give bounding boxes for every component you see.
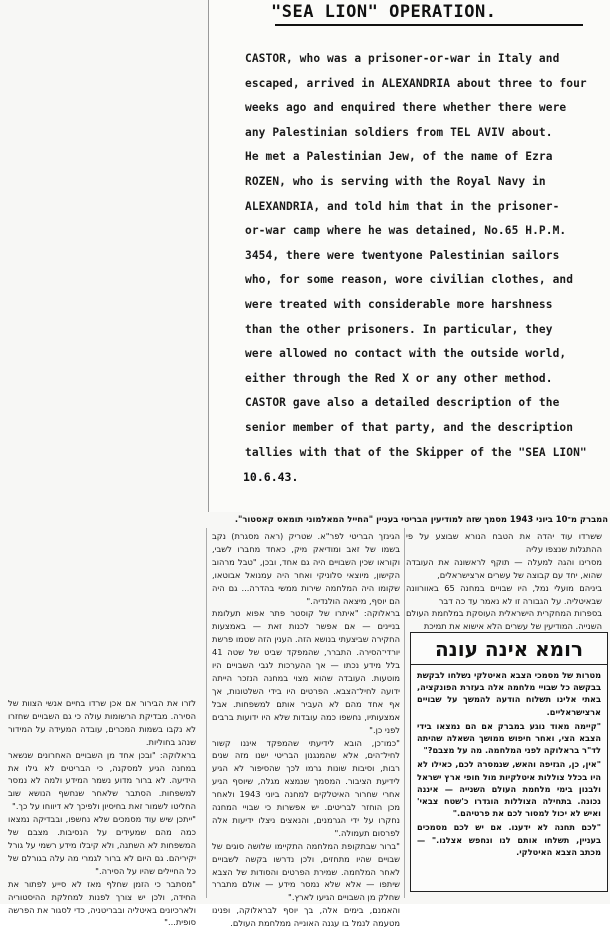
box-paragraph: "לכם תחנה לא ידענו. אם יש לכם מסמכים בעניין, תשלחו אותם לנו ונחפש אצלנו." — מכתב הצבא האיטלקי. — [417, 822, 601, 857]
article-paragraph: בראלוקה: "איתרו של קוסטר פתר אפוא תעלומת בניינים — אם אפשר לכנות זאת — באמצעות החקירה שביצעתי בנושא הזה. הענין הזה שטמו פרשת יורדי־הסירה. התברר, שהמפקד שביט של שטה 41 בלל מידע נכתו — אך ההערכות לגבי השבויים היו מוטעות. העובדה שהוא מצוי במחנה הנזכר הייתה ידועה לחיל־הצבא. הפרטים היו בידי השלטונות, אך אף אחד מהם לא העביר אותם למשפחות. אבל אמצעותיו, נחשפו כמה עובדות שלא היו ידועות ברבים לפני כן." — [212, 608, 400, 735]
article-paragraph: "מסתבר כי הזמן שחלף מאז לא סייע לפתור את החידה, ולכן יש צורך לפנות למחלקת ההיסטוריה ולארכיונים באיטליה ובבריטניה, כדי לסגור את הפרשה סופית..." — [8, 878, 196, 928]
article-column-right — [406, 530, 602, 633]
typed-line: escaped, arrived in ALEXANDRIA about three to four — [245, 76, 587, 90]
article-paragraph: ביניהם מועלי נמל, היו שבויים במחנה 65 באוורוונה שבאיטליה. על הגבורה זו לא נאמר עד כה דבר — [406, 582, 602, 606]
box-paragraph: "קיימה מאוד נוגע במברק אם הם נמצאו בידי הצבא הצי, ואחר חיפוש ממושך השאלה שהיתה לד"ר בראלוקה לפני המלחמה. מה על מצבם?" — [417, 720, 601, 756]
typed-line: senior member of that party, and the description — [245, 421, 574, 434]
article-paragraph: "כמו־כן, הובא לידיעתי שהמפקד איננו קשור לחיל־הים, אלא שהמנגנון הבריטי ישנו מזה שנים רבות, וסיבות שונות גרמו לכך שהסיפור לא הגיע לידיעת הציבור. המסמך שנמצא מגלה, שיוסף הגיע אחרי שחרור האיטלקים למחנה ביוני 1943 ולאחר מכן הוחזר לבריטים. יש אפשרות כי שבויי המחנה נחקרו על ידי הגרמנים, והנאצים ניצלו ידיעות אלה לפרסום תעמולה." — [212, 737, 400, 838]
typed-intelligence-report — [208, 0, 610, 512]
typed-line: who, for some reason, wore civilian clothes, and — [245, 273, 574, 287]
typed-line: were allowed no contact with the outside world, — [245, 347, 567, 361]
article-column-middle — [212, 530, 400, 930]
typed-line: either through the Red X or any other method. — [245, 371, 553, 385]
box-headline: רומא אינה עונה — [411, 637, 607, 665]
typed-line: or-war camp where he was detained, No.65 H.P.M. — [245, 224, 567, 238]
sidebar-box — [410, 632, 608, 892]
typed-line: 3454, there were twentyone Palestinian sailors — [245, 248, 560, 262]
title-underline — [275, 24, 583, 26]
column-divider — [206, 528, 207, 898]
article-paragraph: בספרות המחקרית הישראלית העוסקת במלחמת העולם השנייה. המודיעין של עשרים הלא אישוא את תמיכת — [406, 608, 602, 632]
box-paragraph: "אין, כן, הגזיפה והאש, שנמסרה לכם, כאילו לא היו בכלל צוללות איטלקיות מול חופי ארץ ישראל ולבנון בימי מלחמת העולם השנייה — איננה נכונה. בתחילה הצוללות הוגדרו כ'שטח צבאי' ואיש לא יכול למסור לכם את פרטיהם." — [417, 759, 601, 819]
typed-line: CASTOR, who was a prisoner-or-war in Italy and — [245, 52, 560, 65]
typed-line: weeks ago and enquired there whether there were — [245, 101, 567, 115]
box-paragraph: מטרות של מסמכי הצבא האיטלקי נשלחו לבקשת בבקשה כל שבויי מלחמה אלה בעזרת הפונקציה, באתי אלינו תשלוח הודעה להמשך על שבויים ארצישראליים. — [417, 670, 601, 717]
typed-line: ALEXANDRIA, and told him that in the prisoner- — [245, 199, 560, 213]
article-paragraph: והאמנם, בימים אלה, בך יוסף לבראלוקה, ופנינו מטעמה לנמל בו עגנה האונייה ממלחמת העולם. — [212, 905, 400, 929]
article-paragraph: הגינזך הבריטי לפר"א. שטריק (ראה מסגרת) נקב בשמו של זאב ומודיאק מיק, כאחד מחברו לשבי, וקוראו שכין השבויים היה גם אחד, ובכן, "טבל מרהוב הקישון, מיוצאי סלוניקי ואחר היה עמנואל אבוטאו, שקומו היה המלחמה שירות ממשי בהדרה... גם היה הם יוסף, מיצאה הולנדיה." — [212, 531, 400, 606]
article-column-left — [8, 697, 196, 929]
column-divider — [404, 528, 405, 898]
photo-caption: המברק מ־10 ביוני 1943 מסמך שזה למודיעין הבריטי בעניין "החייל המאלמוני תומאס קאסטור". — [234, 514, 608, 524]
article-paragraph: בראלוקה: "ובכן אחד מן השבויים האחרונים שנשאר במחנה הגיע למסקנה, כי הבריטים לא גילו את הידיעה. לא ברור מדוע נשמר המידע ולמה לא נמסר למשפחות. הסתבר שלאחר שנחשף הנושא שוב החליטו לשמור זאת בחיסיון ולפיכך לא דיווחו על כך." — [8, 749, 196, 812]
typed-line: than the other prisoners. In particular, they — [245, 322, 553, 336]
typed-line: any Palestinian soldiers from TEL AVIV about. — [245, 125, 553, 139]
document-date: 10.6.43. — [243, 470, 299, 484]
article-paragraph: ששרדו עוד יהדה את הטבח הנורא שבוצע על פי ההתגלות שנצפו עליה — [406, 531, 602, 554]
box-body — [411, 665, 607, 858]
document-title: "SEA LION" OPERATION. — [271, 2, 497, 22]
article-paragraph: "ייתכן שיש עוד מסמכים שלא נחשפו, ובבדיקה נמצאו כמה מהם שמעידים על הנסיבות. מצבם של המשפחות לא השתנה, ולא קיבלו מידע רשמי על גורל יקיריהם. גם היום לא ברור לגמרי מה עלה בגורלם של כל החיילים שהיו על הסירה." — [8, 814, 196, 876]
article-paragraph: "ברור שבתקופת המלחמה התקיימו שלושה סוגים של שבויים שהיו מתחזים, ולכן נדרשו בקשה לשבויים לאחר המלחמה. שמירת הפרטים והסודות של הצבא שיתפו — אלא שלא נמסר מידע — אולם מתברר שחלק מן השבויים הגיעו לארץ." — [212, 840, 400, 903]
typed-line: tallies with that of the Skipper of the "SEA LION" — [245, 445, 587, 459]
typed-line: He met a Palestinian Jew, of the name of Ezra — [245, 150, 553, 164]
typed-line: CASTOR gave also a detailed description of the — [245, 396, 560, 410]
article-paragraph: לזרו את הבירור אם אכן שרדו בחיים אנשי הצוות של הסירה. מבדיקת הרשומות עולה כי גם השבויים שחזרו לא נקבו בשמות המכרים, עובדה המעידה על המידור שנהג בחוליות. — [8, 698, 196, 747]
typed-line: were treated with considerable more harshness — [245, 298, 553, 311]
article-paragraph: מסרינו והגה למעלה — תוקף לראשונה את העובדה שהוא, יחד עם קבוצה של עשרים ארצישראלים, — [406, 556, 602, 580]
typed-line: ROZEN, who is serving with the Royal Navy in — [245, 175, 546, 188]
